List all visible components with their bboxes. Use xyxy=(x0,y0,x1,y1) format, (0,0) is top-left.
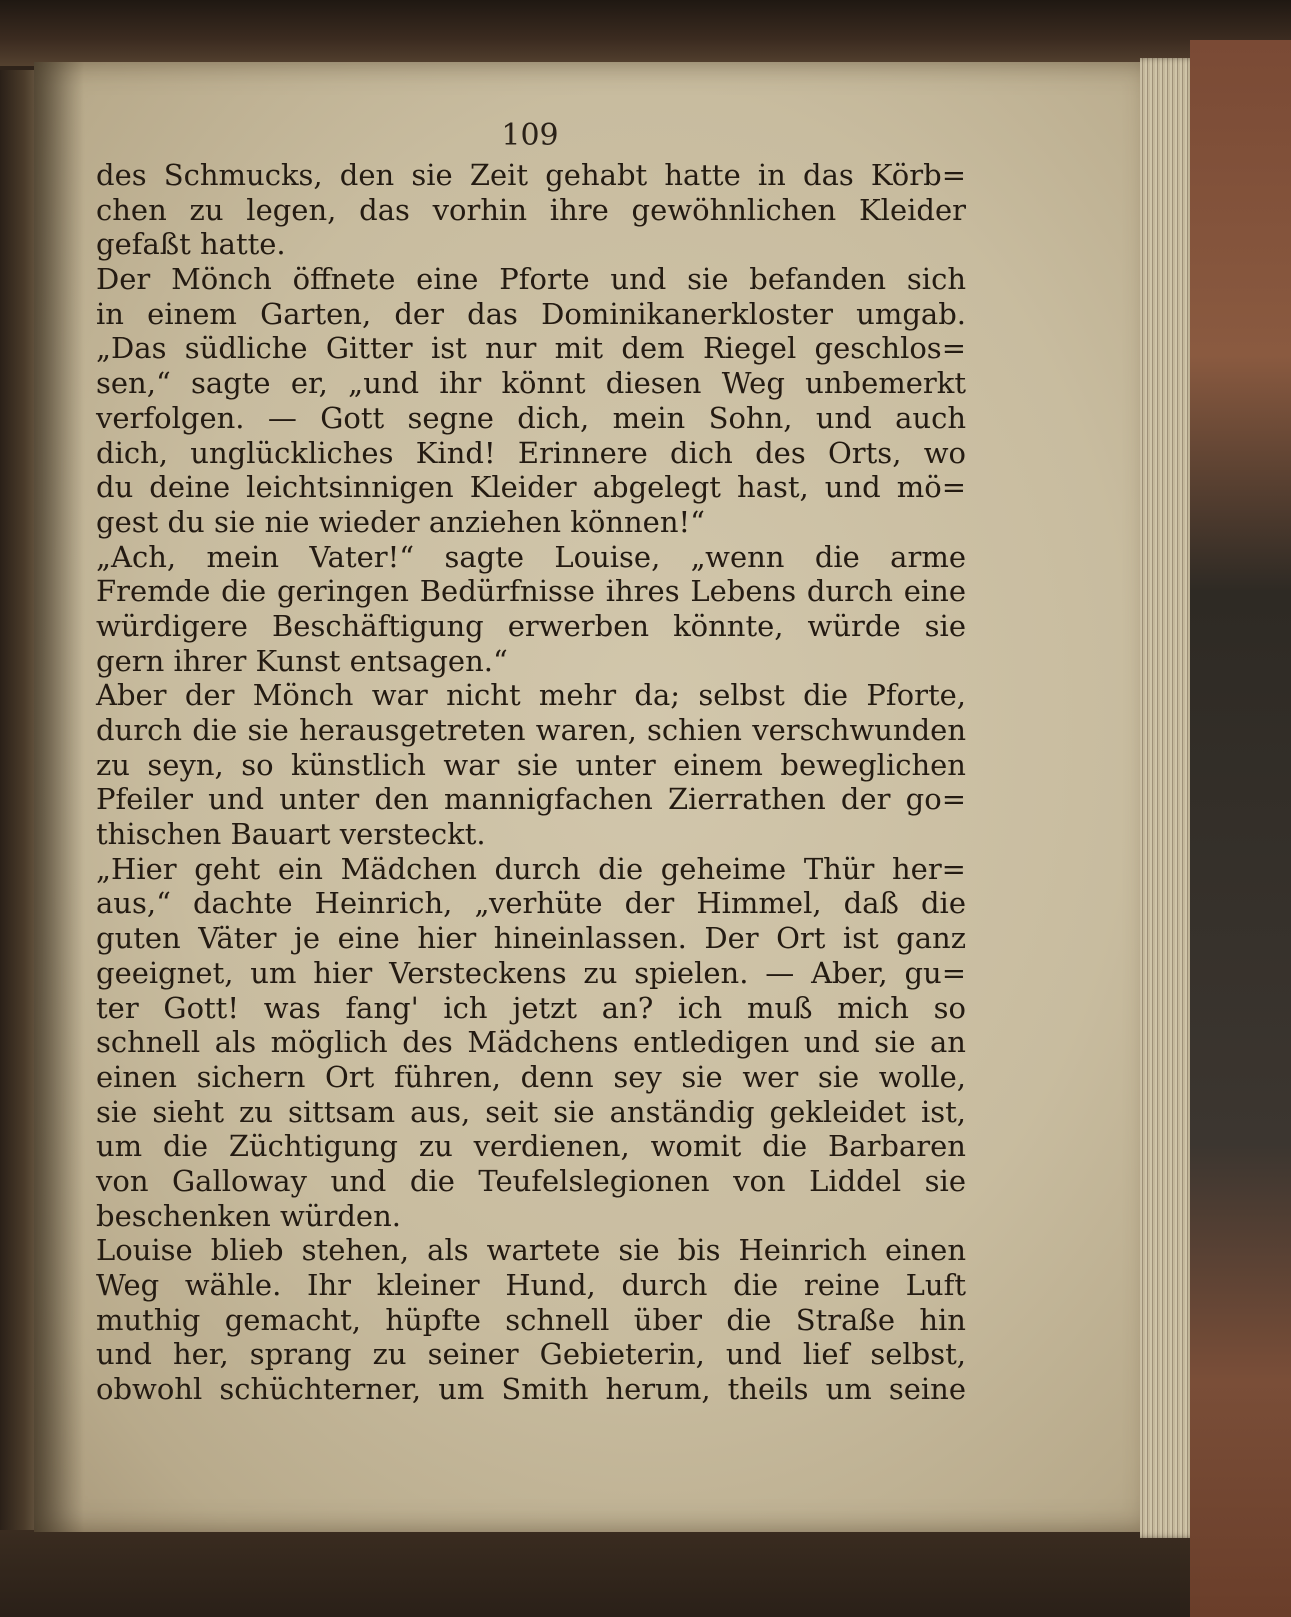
text-line: chen zu legen, das vorhin ihre gewöhnlichen Kleider xyxy=(96,192,966,227)
text-line: Pfeiler und unter den mannigfachen Zierrathen der go= xyxy=(96,782,966,817)
text-line: und her, sprang zu seiner Gebieterin, und lief selbst, xyxy=(96,1337,966,1372)
text-line: sen,“ sagte er, „und ihr könnt diesen Weg unbemerkt xyxy=(96,366,966,401)
text-line: zu seyn, so künstlich war sie unter einem beweglichen xyxy=(96,747,966,782)
text-line: schnell als möglich des Mädchens entledigen und sie an xyxy=(96,1025,966,1060)
text-line: „Hier geht ein Mädchen durch die geheime Thür her= xyxy=(96,851,966,886)
text-line: „Ach, mein Vater!“ sagte Louise, „wenn die arme xyxy=(96,539,966,574)
book-cover-top xyxy=(0,0,1291,66)
text-line: „Das südliche Gitter ist nur mit dem Riegel geschlos= xyxy=(96,331,966,366)
text-line: obwohl schüchterner, um Smith herum, theils um seine xyxy=(96,1372,966,1407)
book-cover-bottom xyxy=(0,1530,1291,1617)
page-text xyxy=(96,158,966,1407)
text-line: Louise blieb stehen, als wartete sie bis Heinrich einen xyxy=(96,1233,966,1268)
text-line: Der Mönch öffnete eine Pforte und sie befanden sich xyxy=(96,262,966,297)
text-line: geeignet, um hier Versteckens zu spielen. — Aber, gu= xyxy=(96,955,966,990)
text-line: würdigere Beschäftigung erwerben könnte, würde sie xyxy=(96,608,966,643)
text-line: des Schmucks, den sie Zeit gehabt hatte in das Körb= xyxy=(96,158,966,192)
text-line: gest du sie nie wieder anziehen können!“ xyxy=(96,504,705,539)
text-line: von Galloway und die Teufelslegionen von Liddel sie xyxy=(96,1163,966,1198)
page-gutter-shadow xyxy=(34,62,84,1532)
text-line: beschenken würden. xyxy=(96,1198,401,1233)
text-line: ter Gott! was fang' ich jetzt an? ich muß mich so xyxy=(96,990,966,1025)
text-line: Fremde die geringen Bedürfnisse ihres Lebens durch eine xyxy=(96,574,966,609)
text-line: muthig gemacht, hüpfte schnell über die Straße hin xyxy=(96,1302,966,1337)
page-number: 109 xyxy=(501,118,559,153)
text-line: Weg wähle. Ihr kleiner Hund, durch die reine Luft xyxy=(96,1268,966,1302)
text-line: aus,“ dachte Heinrich, „verhüte der Himmel, daß die xyxy=(96,886,966,921)
text-line: verfolgen. — Gott segne dich, mein Sohn, und auch xyxy=(96,400,966,435)
text-line: um die Züchtigung zu verdienen, womit die Barbaren xyxy=(96,1129,966,1164)
text-line: thischen Bauart versteckt. xyxy=(96,817,486,852)
text-line: dich, unglückliches Kind! Erinnere dich des Orts, wo xyxy=(96,435,966,470)
text-line: du deine leichtsinnigen Kleider abgelegt hast, und mö= xyxy=(96,470,966,505)
book-cover-right xyxy=(1190,40,1291,1617)
text-line: einen sichern Ort führen, denn sey sie wer sie wolle, xyxy=(96,1059,966,1094)
text-line: guten Väter je eine hier hineinlassen. Der Ort ist ganz xyxy=(96,921,966,956)
text-line: gefaßt hatte. xyxy=(96,227,286,262)
text-line: Aber der Mönch war nicht mehr da; selbst die Pforte, xyxy=(96,678,966,713)
text-line: sie sieht zu sittsam aus, seit sie anständig gekleidet ist, xyxy=(96,1094,966,1129)
text-line: in einem Garten, der das Dominikanerkloster umgab. xyxy=(96,296,966,331)
text-line: durch die sie herausgetreten waren, schien verschwunden xyxy=(96,713,966,747)
text-line: gern ihrer Kunst entsagen.“ xyxy=(96,643,508,678)
